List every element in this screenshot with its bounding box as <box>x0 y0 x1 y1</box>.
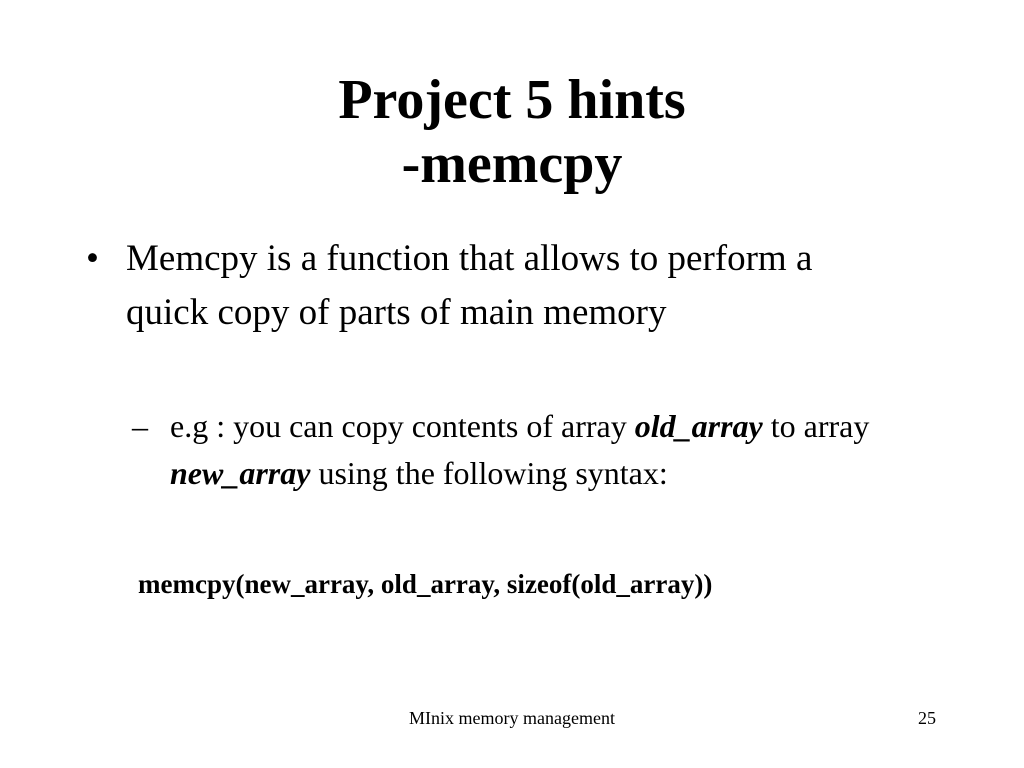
slide-title-line-2: -memcpy <box>401 133 623 195</box>
memcpy-code-example: memcpy(new_array, old_array, sizeof(old_array)) <box>138 569 713 599</box>
sub-bullet-text-part-3: using the following syntax: <box>310 455 668 491</box>
footer-title: MInix memory management <box>409 708 615 728</box>
slide-title <box>0 68 1024 196</box>
bullet-marker: • <box>86 238 99 279</box>
sub-bullet-text-part-1: e.g : you can copy contents of array <box>170 408 635 444</box>
sub-bullet-text-part-2: to array <box>762 408 870 444</box>
new-array-emphasis: new_array <box>170 455 311 491</box>
main-bullet <box>86 232 846 340</box>
slide-title-line-1: Project 5 hints <box>338 69 686 131</box>
sub-bullet-marker: – <box>132 408 148 444</box>
old-array-emphasis: old_array <box>634 408 763 444</box>
sub-bullet-text <box>170 403 932 497</box>
bullet-text: Memcpy is a function that allows to perform a quick copy of parts of main memory <box>126 238 813 333</box>
sub-bullet <box>132 403 932 497</box>
page-number: 25 <box>918 708 936 728</box>
